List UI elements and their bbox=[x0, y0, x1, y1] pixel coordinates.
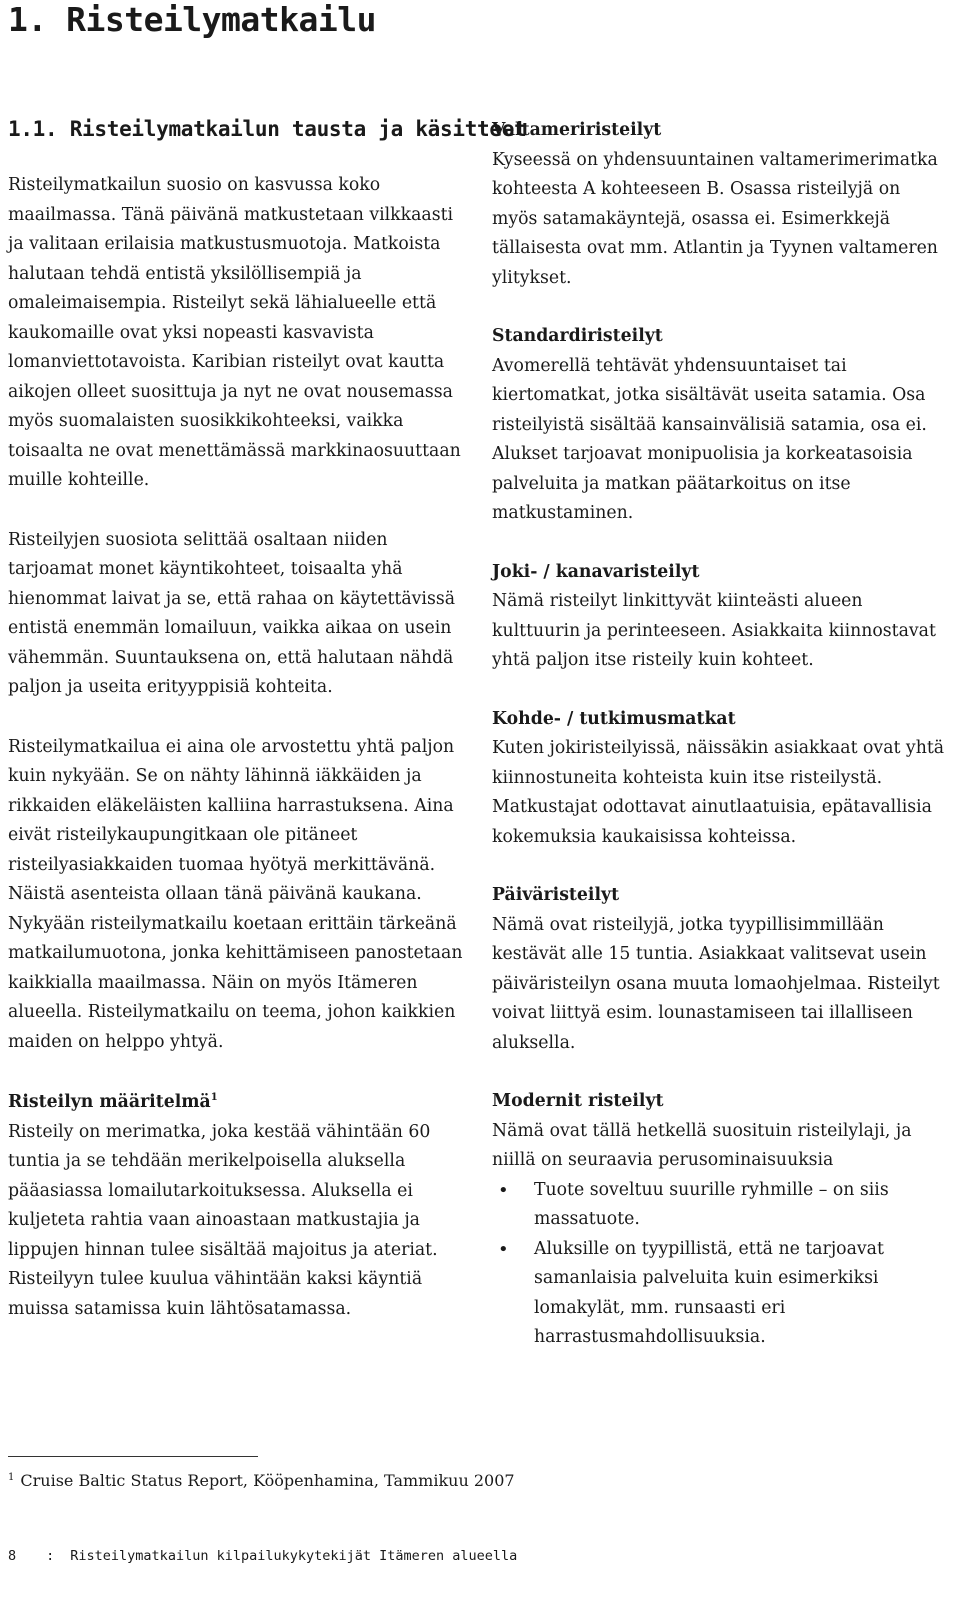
list-item: • Tuote soveltuu suurille ryhmille – on siis massatuote. bbox=[492, 1176, 950, 1235]
list-item: • Aluksille on tyypillistä, että ne tarjoavat samanlaisia palveluita kuin esimerkiksi lomakylät, mm. runsaasti eri harrastusmahdollisuuksia. bbox=[492, 1235, 950, 1353]
definition-text: Risteily on merimatka, joka kestää vähintään 60 tuntia ja se tehdään merikelpoisella aluksella pääasiassa lomailutarkoituksessa. Aluksella ei kuljeteta rahtia vaan ainoastaan matkustajia ja lippujen hinnan tulee sisältää majoitus ja ateriat. Risteilyyn tulee kuulua vähintään kaksi käyntiä muissa satamissa kuin lähtösatamassa. bbox=[8, 1121, 438, 1319]
chapter-title: 1. Risteilymatkailu bbox=[8, 0, 376, 39]
ocean-cruises-heading: Valtameriristeilyt bbox=[492, 120, 662, 140]
footer-title: Risteilymatkailun kilpailukykytekijät Itämeren alueella bbox=[70, 1548, 518, 1564]
expedition-cruises-text: Kuten jokiristeilyissä, näissäkin asiakkaat ovat yhtä kiinnostuneita kohteista kuin itse risteilystä. Matkustajat odottavat ainutlaatuisia, epätavallisia kokemuksia kaukaisissa kohteissa. bbox=[492, 738, 945, 847]
standard-cruises-text: Avomerellä tehtävät yhdensuuntaiset tai kiertomatkat, jotka sisältävät useita satamia. Osa risteilyistä sisältää kansainvälisiä satamia, osa ei. Alukset tarjoavat monipuolisia ja korkeatasoisia palveluita ja matkan päätarkoitus on itse matkustaminen. bbox=[492, 355, 927, 523]
popularity-paragraph: Risteilyjen suosiota selittää osaltaan niiden tarjoamat monet käyntikohteet, toisaalta yhä hienommat laivat ja se, että rahaa on käytettävissä entistä enemmän lomailuun, vaikka aikaa on usein vähemmän. Suuntauksena on, että halutaan nähdä paljon ja useita erityyppisiä kohteita. bbox=[8, 529, 455, 697]
footnote-number: 1 bbox=[8, 1471, 15, 1483]
modern-cruises-text: Nämä ovat tällä hetkellä suosituin risteilylaji, ja niillä on seuraavia perusominaisuuksia bbox=[492, 1120, 912, 1170]
modern-cruises-heading: Modernit risteilyt bbox=[492, 1091, 664, 1111]
river-cruises-heading: Joki- / kanavaristeilyt bbox=[492, 561, 700, 582]
bullet-icon: • bbox=[498, 1238, 509, 1260]
day-cruises-text: Nämä ovat risteilyjä, jotka tyypillisimmillään kestävät alle 15 tuntia. Asiakkaat valitsevat usein päiväristeilyn osana muuta lomaohjelmaa. Risteilyt voivat liittyä esim. lounastamiseen tai illalliseen aluksella. bbox=[492, 914, 940, 1053]
intro-paragraph: Risteilymatkailun suosio on kasvussa koko maailmassa. Tänä päivänä matkustetaan vilkkaasti ja valitaan erilaisia matkustusmuotoja. Matkoista halutaan tehdä entistä yksilöllisempiä ja omaleimaisempia. Risteilyt sekä lähialueelle että kaukomaille ovat yksi nopeasti kasvavista lomanviettotavoista. Karibian risteilyt ovat kautta aikojen olleet suosittuja ja nyt ne ovat nousemassa myös suomalaisten suosikkikohteeksi, vaikka toisaalta ne ovat menettämässä markkinaosuuttaan muille kohteille. bbox=[8, 175, 461, 490]
footnote bbox=[8, 1468, 515, 1494]
expedition-cruises-heading: Kohde- / tutkimusmatkat bbox=[492, 708, 736, 729]
section-title: 1.1. Risteilymatkailun tausta ja käsitteet bbox=[8, 117, 527, 141]
page-footer bbox=[8, 1546, 517, 1566]
standard-cruises-heading: Standardiristeilyt bbox=[492, 326, 663, 346]
footnote-divider bbox=[8, 1456, 258, 1457]
left-column bbox=[8, 171, 468, 1324]
definition-heading: Risteilyn määritelmä$^1$ bbox=[8, 1092, 218, 1112]
footer-separator: : bbox=[46, 1548, 55, 1564]
bullet-icon: • bbox=[498, 1179, 509, 1201]
appreciation-paragraph: Risteilymatkailua ei aina ole arvostettu yhtä paljon kuin nykyään. Se on nähty lähinnä iäkkäiden ja rikkaiden eläkeläisten kalliina harrastuksena. Aina eivät risteilykaupungitkaan ole pitäneet risteilyasiakkaiden tuomaa hyötyä merkittävänä. Näistä asenteista ollaan tänä päivänä kaukana. Nykyään risteilymatkailu koetaan erittäin tärkeänä matkailumuotona, jonka kehittämiseen panostetaan kaikkialla maailmassa. Näin on myös Itämeren alueella. Risteilymatkailu on teema, johon kaikkien maiden on helppo yhtyä. bbox=[8, 736, 463, 1052]
river-cruises-text: Nämä risteilyt linkittyvät kiinteästi alueen kulttuurin ja perinteeseen. Asiakkaita kiinnostavat yhtä paljon itse risteily kuin kohteet. bbox=[492, 591, 936, 670]
right-column bbox=[492, 116, 950, 1353]
footnote-text: Cruise Baltic Status Report, Kööpenhamina, Tammikuu 2007 bbox=[20, 1471, 515, 1490]
day-cruises-heading: Päiväristeilyt bbox=[492, 885, 620, 905]
footnote-ref[interactable]: 1 bbox=[210, 1092, 218, 1104]
ocean-cruises-text: Kyseessä on yhdensuuntainen valtamerimerimatka kohteesta A kohteeseen B. Osassa risteilyjä on myös satamakäyntejä, osassa ei. Esimerkkejä tällaisesta ovat mm. Atlantin ja Tyynen valtameren ylitykset. bbox=[492, 149, 938, 288]
page-number: 8 bbox=[8, 1548, 17, 1564]
feature-list bbox=[492, 1176, 950, 1353]
